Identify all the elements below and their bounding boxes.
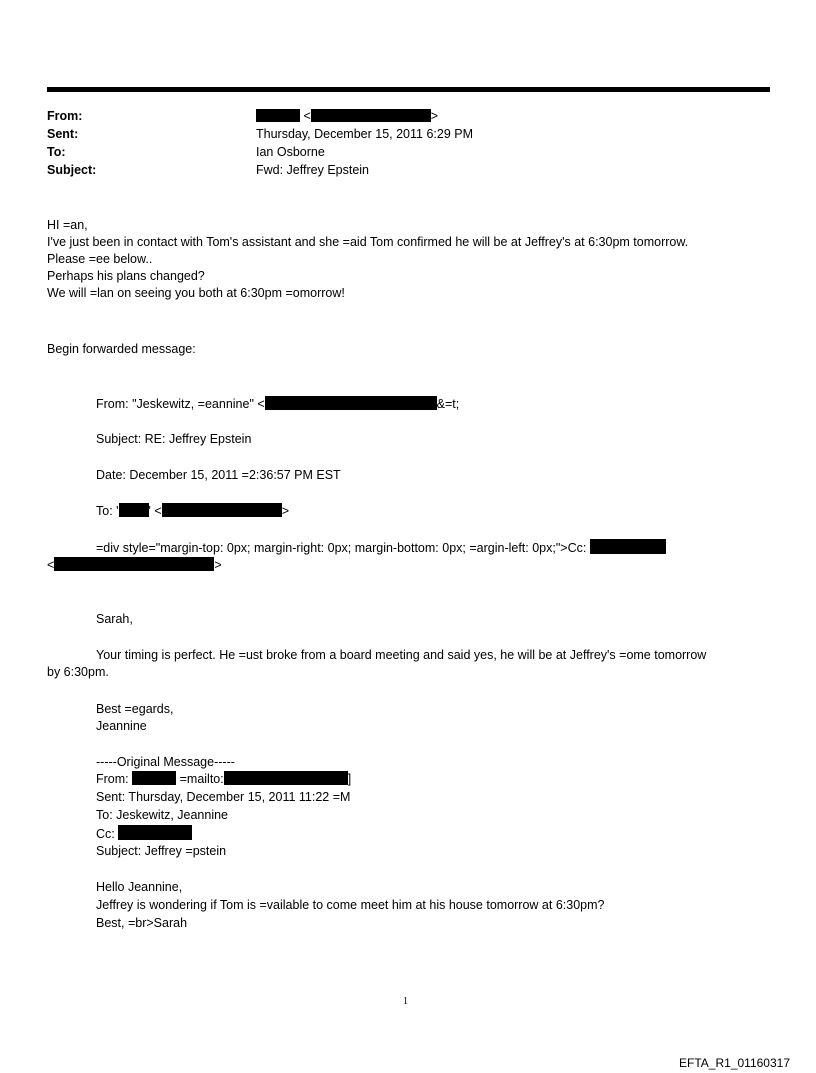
original-sent-line: Sent: Thursday, December 15, 2011 11:22 =M	[96, 790, 351, 804]
redaction-box	[162, 503, 282, 517]
fwd-to-line: To: ' ' < >	[96, 504, 290, 518]
redaction-box	[265, 396, 437, 410]
redaction-box	[224, 771, 348, 785]
header-rule	[47, 87, 770, 92]
original-cc-line: Cc:	[96, 825, 192, 843]
reply-signoff: Best =egards,	[96, 702, 174, 716]
forward-intro: Begin forwarded message:	[47, 342, 196, 356]
redaction-box	[311, 109, 431, 122]
subject-label: Subject:	[47, 163, 97, 177]
from-value: < >	[256, 108, 438, 125]
reply-line: Your timing is perfect. He =ust broke from a board meeting and said yes, he will be at Jeffrey's =ome tomorrow	[96, 648, 707, 662]
redaction-box	[118, 825, 192, 840]
redaction-box	[132, 771, 176, 785]
from-label: From:	[47, 109, 83, 123]
original-body-line: Best, =br>Sarah	[96, 916, 188, 930]
original-from-line: From: =mailto: ]	[96, 772, 352, 786]
redaction-box	[590, 539, 666, 554]
original-body-line: Hello Jeannine,	[96, 880, 183, 894]
redaction-box	[119, 503, 149, 517]
body-line: We will =lan on seeing you both at 6:30pm =omorrow!	[47, 286, 345, 300]
original-marker: -----Original Message-----	[96, 755, 235, 769]
fwd-cc-line: < >	[47, 558, 222, 572]
page-number: 1	[403, 996, 408, 1007]
original-body-line: Jeffrey is wondering if Tom is =vailable to come meet him at his house tomorrow at 6:30pm?	[96, 898, 605, 912]
fwd-div-line: =div style="margin-top: 0px; margin-right: 0px; margin-bottom: 0px; =argin-left: 0px;">Cc:	[96, 539, 666, 557]
body-line: HI =an,	[47, 218, 88, 232]
redaction-box	[54, 557, 214, 571]
to-value: Ian Osborne	[256, 145, 325, 159]
redaction-box	[256, 109, 300, 122]
to-label: To:	[47, 145, 66, 159]
fwd-subject-line: Subject: RE: Jeffrey Epstein	[96, 432, 252, 446]
reply-greeting: Sarah,	[96, 612, 133, 626]
body-line: I've just been in contact with Tom's assistant and she =aid Tom confirmed he will be at Jeffrey's at 6:30pm tomorrow.	[47, 235, 689, 249]
original-subject-line: Subject: Jeffrey =pstein	[96, 844, 227, 858]
original-to-line: To: Jeskewitz, Jeannine	[96, 808, 229, 822]
fwd-from-line: From: "Jeskewitz, =eannine" < &=t;	[96, 397, 460, 411]
sent-value: Thursday, December 15, 2011 6:29 PM	[256, 127, 474, 141]
body-line: Perhaps his plans changed?	[47, 269, 205, 283]
subject-value: Fwd: Jeffrey Epstein	[256, 163, 370, 177]
reply-line: by 6:30pm.	[47, 665, 109, 679]
body-line: Please =ee below..	[47, 252, 153, 266]
reply-signoff: Jeannine	[96, 719, 147, 733]
fwd-date-line: Date: December 15, 2011 =2:36:57 PM EST	[96, 468, 341, 482]
bates-number: EFTA_R1_01160317	[679, 1056, 790, 1070]
sent-label: Sent:	[47, 127, 79, 141]
